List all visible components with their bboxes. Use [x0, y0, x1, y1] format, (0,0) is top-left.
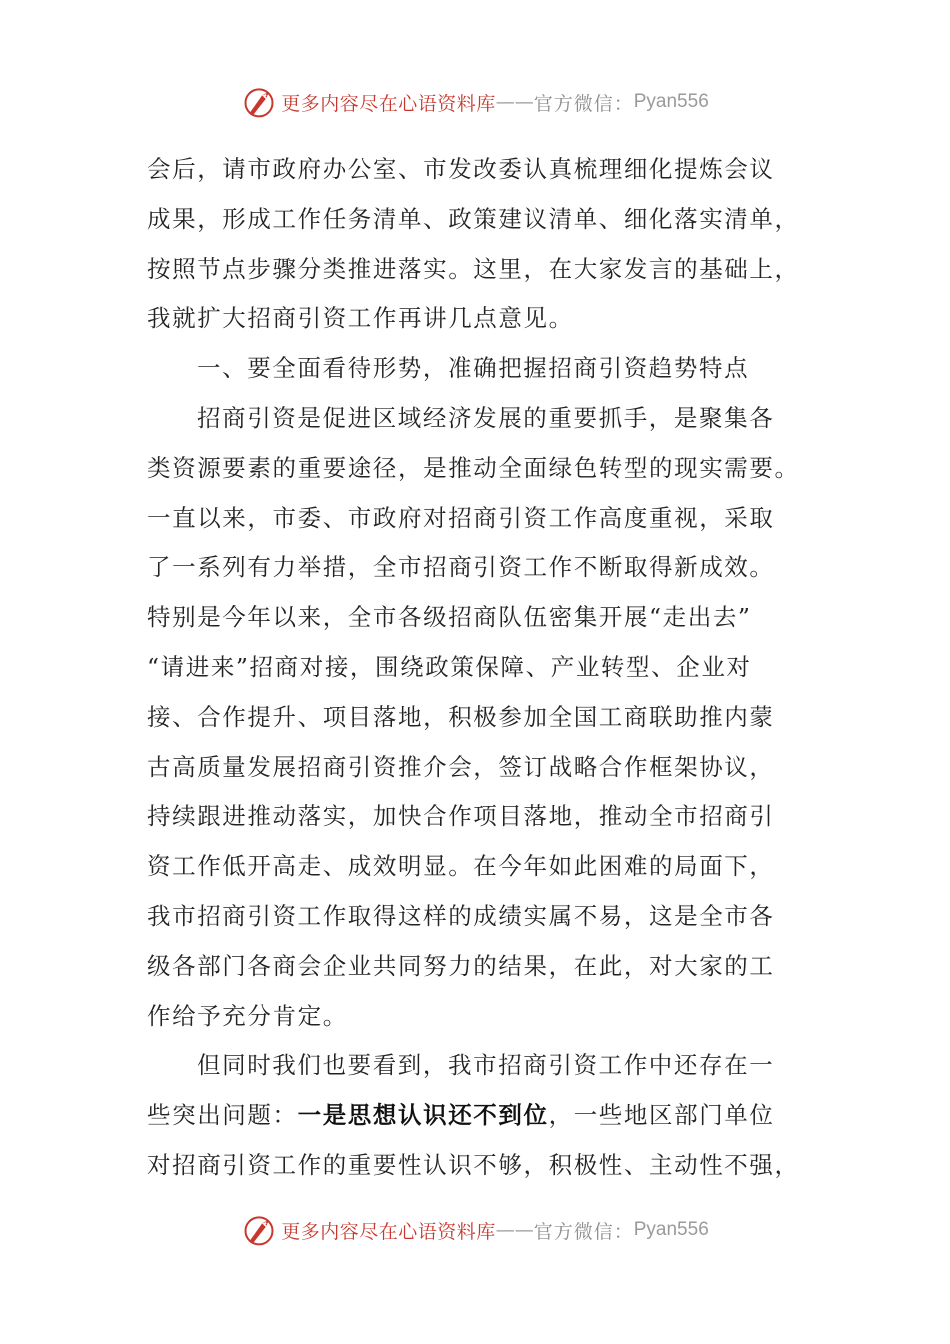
text-line: 但同时我们也要看到，我市招商引资工作中还存在一 — [197, 1051, 775, 1080]
text-line: 特别是今年以来，全市各级招商队伍密集开展“走出去” — [147, 603, 752, 632]
document-body — [147, 145, 807, 1191]
pen-nib-logo-icon — [241, 1212, 277, 1248]
text-run: ，一些地区部门单位 — [548, 1101, 775, 1130]
watermark-wechat-id: Pyan556 — [633, 1219, 709, 1240]
watermark-dash: —— — [495, 1219, 534, 1241]
watermark-dash: —— — [495, 91, 534, 113]
text-run: 些突出问题： — [147, 1101, 298, 1130]
watermark-wechat-label: 官方微信： — [533, 92, 634, 115]
text-line: 一直以来，市委、市政府对招商引资工作高度重视，采取 — [147, 503, 775, 532]
text-line: 了一系列有力举措，全市招商引资工作不断取得新成效。 — [147, 553, 775, 582]
text-line: 我就扩大招商引资工作再讲几点意见。 — [147, 304, 574, 333]
section-heading-1 — [147, 344, 807, 394]
watermark-wechat-id: Pyan556 — [633, 91, 709, 112]
text-line: 作给予充分肯定。 — [147, 1001, 348, 1030]
text-line: 会后，请市政府办公室、市发改委认真梳理细化提炼会议 — [147, 155, 775, 183]
paragraph-achievements — [147, 394, 807, 1041]
text-line: 成果，形成工作任务清单、政策建议清单、细化落实清单， — [147, 204, 800, 233]
text-line-with-emphasis — [147, 1091, 807, 1141]
text-line: 古高质量发展招商引资推介会，签订战略合作框架协议， — [147, 752, 775, 781]
emphasis-text: 一是思想认识还不到位 — [297, 1101, 549, 1130]
watermark-brand-text: 更多内容尽在心语资料库 — [281, 1220, 496, 1243]
text-line: 接、合作提升、项目落地，积极参加全国工商联助推内蒙 — [147, 702, 775, 731]
text-line: 级各部门各商会企业共同努力的结果，在此，对大家的工 — [147, 951, 775, 980]
footer-watermark — [0, 1210, 950, 1250]
paragraph-problems — [147, 1041, 807, 1190]
text-line: 我市招商引资工作取得这样的成绩实属不易，这是全市各 — [147, 901, 775, 930]
text-line: 持续跟进推动落实，加快合作项目落地，推动全市招商引 — [147, 802, 775, 831]
text-line: 资工作低开高走、成效明显。在今年如此困难的局面下， — [147, 852, 775, 881]
pen-nib-logo-icon — [241, 84, 277, 120]
paragraph-intro — [147, 145, 807, 344]
text-line: 类资源要素的重要途径，是推动全面绿色转型的现实需要。 — [147, 453, 800, 482]
text-line: “请进来”招商对接，围绕政策保障、产业转型、企业对 — [147, 652, 752, 681]
header-watermark — [0, 82, 950, 122]
text-line: 按照节点步骤分类推进落实。这里，在大家发言的基础上， — [147, 254, 800, 283]
watermark-brand-text: 更多内容尽在心语资料库 — [281, 92, 496, 115]
text-line: 对招商引资工作的重要性认识不够，积极性、主动性不强， — [147, 1150, 800, 1179]
watermark-wechat-label: 官方微信： — [533, 1220, 634, 1243]
section-heading-text: 一、要全面看待形势，准确把握招商引资趋势特点 — [197, 354, 750, 383]
text-line: 招商引资是促进区域经济发展的重要抓手，是聚集各 — [197, 403, 775, 432]
